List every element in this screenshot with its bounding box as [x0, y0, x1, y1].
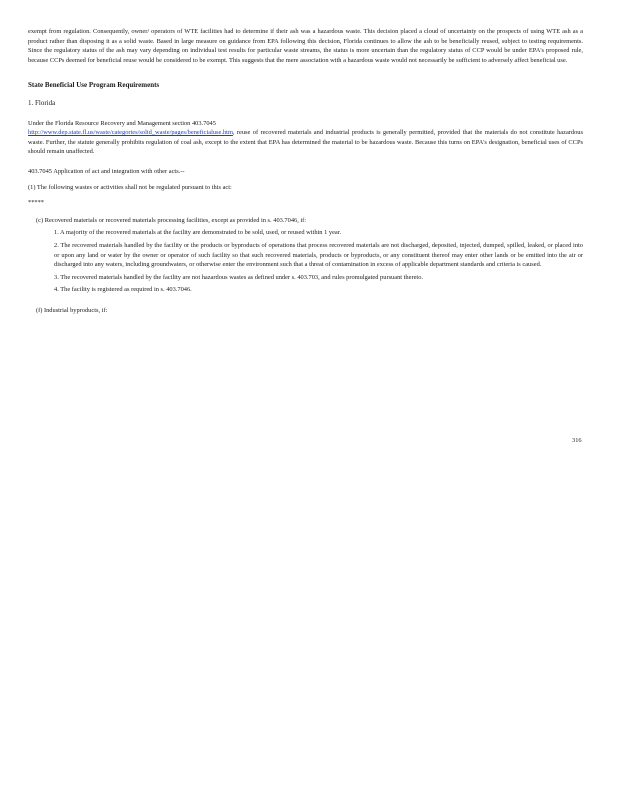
- ellipsis-marker: *****: [28, 199, 44, 207]
- intro-paragraph: exempt from regulation. Consequently, owner/ operators of WTE facilities had to determine if their ash was a hazardous waste. This decision placed a cloud of uncertainty on the prospects of using WTE ash as a product rather than disposing it as a solid waste. Based in large measure on guidance from EPA following this decision, Florida continues to allow the ash to be beneficially reused, subject to testing requirements. Since the regulatory status of the ash may vary depending on individual test results for particular waste streams, the status is more uncertain than the regulatory status of CCP would be under EPA's proposed rule, because CCPs deemed for beneficial reuse would be considered to be exempt. This suggests that the mere association with a hazardous waste would not necessarily be sufficient to adversely affect beneficial use.: [28, 28, 583, 64]
- clause-f: (f) Industrial byproducts, if:: [36, 306, 108, 314]
- florida-lead-text: Under the Florida Resource Recovery and Management section 403.7045: [28, 119, 216, 127]
- florida-dep-link[interactable]: http://www.dep.state.fl.us/waste/categories/solid_waste/pages/beneficialuse.htm: [28, 129, 233, 137]
- clause-c: (c) Recovered materials or recovered materials processing facilities, except as provided in s. 403.7046, if:: [36, 216, 307, 224]
- list-item-2: 2. The recovered materials handled by the facility or the products or byproducts of operations that process recovered materials are not discharged, deposited, injected, dumped, spilled, leaked, or placed into or upon any land or water by the owner or operator of such facility so that such recovered materials, products or byproducts, or any constituent thereof may enter other lands or be emitted into the air or discharged into any waters, including groundwaters, or otherwise enter the environment such that a threat of contamination in excess of applicable department standards and criteria is caused.: [54, 241, 583, 269]
- list-item-3: 3. The recovered materials handled by the facility are not hazardous wastes as defined under s. 403.703, and rules promulgated pursuant thereto.: [54, 273, 423, 281]
- statute-clause-1: (1) The following wastes or activities shall not be regulated pursuant to this act:: [28, 183, 232, 191]
- list-item-4: 4. The facility is registered as required in s. 403.7046.: [54, 286, 192, 294]
- document-page: [28, 27, 583, 315]
- statute-title: 403.7045 Application of act and integration with other acts.--: [28, 167, 185, 175]
- florida-rest-text: , reuse of recovered materials and industrial products is generally permitted, provided that the materials do not constitute hazardous waste. Further, the statute generally prohibits regulation of coal ash, except to the extent that EPA has determined the material to be hazardous waste. Because this turns on EPA's designation, beneficial uses of CCPs should remain unaffected.: [28, 129, 583, 156]
- page-number: 316: [572, 437, 582, 444]
- section-heading: State Beneficial Use Program Requirements: [28, 81, 160, 90]
- subheading-florida: 1. Florida: [28, 98, 56, 107]
- list-item-1: 1. A majority of the recovered materials at the facility are demonstrated to be sold, used, or reused within 1 year.: [54, 229, 342, 237]
- florida-paragraph: [28, 119, 583, 157]
